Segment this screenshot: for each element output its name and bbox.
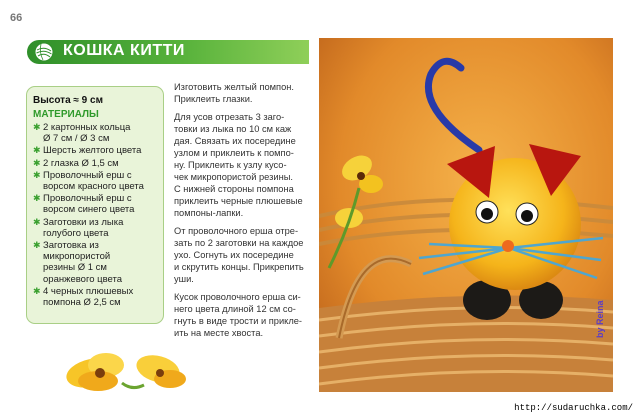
materials-item-text: 2 глазка Ø 1,5 см [43, 157, 119, 169]
materials-item-text: ворсом синего цвета [43, 204, 135, 216]
materials-list [33, 122, 157, 308]
instruction-line: уши. [174, 274, 194, 284]
materials-heading: МАТЕРИАЛЫ [33, 109, 99, 120]
materials-item [33, 217, 157, 239]
instruction-line: чек микропористой резины. [174, 172, 293, 182]
bullet-icon: ✱ [33, 157, 41, 168]
yellow-flower-decoration [62, 343, 192, 398]
photo-watermark: by Reina [595, 300, 605, 338]
bullet-icon: ✱ [33, 216, 41, 227]
materials-item-text: Заготовки из лыка [43, 216, 124, 228]
instruction-paragraph [174, 225, 314, 285]
footer-url: http://sudaruchka.com/ [514, 403, 633, 413]
materials-item [33, 170, 157, 192]
materials-item-text: Ø 7 см / Ø 3 см [43, 133, 110, 145]
materials-item [33, 240, 157, 285]
instruction-line: дая. Связать их посередине [174, 136, 296, 146]
page-number: 66 [10, 12, 23, 24]
kitty-photo-illustration [319, 38, 613, 392]
page-title: КОШКА КИТТИ [63, 42, 185, 59]
materials-item-text: ворсом красного цвета [43, 181, 144, 193]
materials-item-text: Заготовка из [43, 240, 99, 252]
instruction-paragraph [174, 81, 314, 105]
instructions-text [174, 81, 314, 345]
kitty-photo [319, 38, 613, 392]
instruction-line: ухо. Согнуть их посередине [174, 250, 294, 260]
materials-item-text: голубого цвета [43, 227, 109, 239]
materials-item [33, 122, 157, 144]
instruction-line: Приклеить глазки. [174, 94, 253, 104]
instruction-line: зать по 2 заготовки на каждое [174, 238, 304, 248]
instruction-line: Изготовить желтый помпон. [174, 82, 294, 92]
materials-item [33, 145, 157, 156]
materials-item-text: помпона Ø 2,5 см [43, 297, 121, 309]
materials-item [33, 158, 157, 169]
instruction-line: Для усов отрезать 3 заго- [174, 112, 285, 122]
instruction-line: От проволочного ерша отре- [174, 226, 299, 236]
instruction-paragraph [174, 111, 314, 219]
materials-item-text: Проволочный ерш с [43, 169, 132, 181]
instruction-line: С нижней стороны помпона [174, 184, 294, 194]
materials-item [33, 286, 157, 308]
yarn-ball-icon [34, 42, 54, 62]
materials-item-text: оранжевого цвета [43, 273, 123, 285]
instruction-line: узлом и приклеить к помпо- [174, 148, 294, 158]
instruction-line: приклеить черные плюшевые [174, 196, 303, 206]
materials-item [33, 193, 157, 215]
instruction-line: товки из лыка по 10 см каж [174, 124, 292, 134]
bullet-icon: ✱ [33, 122, 41, 132]
instruction-line: и скрутить концы. Прикрепить [174, 262, 304, 272]
bullet-icon: ✱ [33, 145, 41, 156]
materials-item-text: 4 черных плюшевых [43, 285, 134, 297]
materials-item-text: Шерсть желтого цвета [43, 145, 142, 157]
instruction-line: него цвета длиной 12 см со- [174, 304, 296, 314]
materials-item-text: микропористой [43, 251, 111, 263]
bullet-icon: ✱ [33, 285, 41, 296]
instruction-line: помпоны-лапки. [174, 208, 244, 218]
instruction-line: ить на месте хвоста. [174, 328, 264, 338]
instruction-paragraph [174, 291, 314, 339]
bullet-icon: ✱ [33, 193, 41, 204]
bullet-icon: ✱ [33, 240, 41, 251]
bullet-icon: ✱ [33, 169, 41, 180]
height-label: Высота ≈ 9 см [33, 95, 103, 106]
materials-item-text: 2 картонных кольца [43, 122, 131, 133]
materials-box [26, 86, 164, 324]
instruction-line: ну. Приклеить к узлу кусо- [174, 160, 287, 170]
materials-item-text: Проволочный ерш с [43, 193, 132, 205]
materials-item-text: резины Ø 1 см [43, 262, 107, 274]
instruction-line: Кусок проволочного ерша си- [174, 292, 301, 302]
instruction-line: гнуть в виде трости и прикле- [174, 316, 303, 326]
title-banner [27, 40, 309, 64]
